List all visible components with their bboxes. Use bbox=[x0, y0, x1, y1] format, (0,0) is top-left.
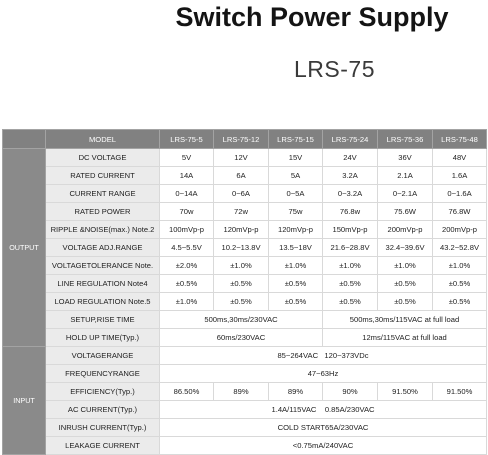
cell-value: 48V bbox=[433, 149, 487, 167]
cell-value: ±1.0% bbox=[269, 257, 323, 275]
page-title bbox=[0, 2, 488, 33]
table-row bbox=[3, 293, 487, 311]
table-row bbox=[3, 275, 487, 293]
cell-value: 0~6A bbox=[214, 185, 269, 203]
cell-value: 0~2.1A bbox=[378, 185, 433, 203]
cell-value: COLD START65A/230VAC bbox=[160, 419, 487, 437]
model-header: LRS-75-48 bbox=[433, 130, 487, 149]
row-label: LEAKAGE CURRENT bbox=[46, 437, 160, 455]
cell-value: 86.50% bbox=[160, 383, 214, 401]
cell-value: ±0.5% bbox=[214, 293, 269, 311]
cell-value: 75w bbox=[269, 203, 323, 221]
row-label: VOLTAGETOLERANCE Note. bbox=[46, 257, 160, 275]
model-header: LRS-75-5 bbox=[160, 130, 214, 149]
cell-value: 500ms,30ms/115VAC at full load bbox=[323, 311, 487, 329]
cell-value: 12V bbox=[214, 149, 269, 167]
cell-value: ±0.5% bbox=[323, 293, 378, 311]
cell-value: 32.4~39.6V bbox=[378, 239, 433, 257]
cell-value bbox=[160, 401, 487, 419]
table-row bbox=[3, 365, 487, 383]
cell-value: 15V bbox=[269, 149, 323, 167]
table-row bbox=[3, 221, 487, 239]
model-header: LRS-75-12 bbox=[214, 130, 269, 149]
table-row bbox=[3, 437, 487, 455]
cell-value: 14A bbox=[160, 167, 214, 185]
cell-value: 43.2~52.8V bbox=[433, 239, 487, 257]
cell-value: 4.5~5.5V bbox=[160, 239, 214, 257]
cell-value: 1.6A bbox=[433, 167, 487, 185]
cell-value: ±1.0% bbox=[433, 257, 487, 275]
row-label: DC VOLTAGE bbox=[46, 149, 160, 167]
cell-value: ±0.5% bbox=[378, 275, 433, 293]
cell-value: 200mVp-p bbox=[378, 221, 433, 239]
model-header: LRS-75-15 bbox=[269, 130, 323, 149]
cell-value: ±2.0% bbox=[160, 257, 214, 275]
table-row bbox=[3, 383, 487, 401]
row-label: RATED POWER bbox=[46, 203, 160, 221]
table-row bbox=[3, 185, 487, 203]
model-label: MODEL bbox=[46, 130, 160, 149]
table-row bbox=[3, 419, 487, 437]
cell-value: ±1.0% bbox=[214, 257, 269, 275]
model-header: LRS-75-36 bbox=[378, 130, 433, 149]
cell-value: <0.75mA/240VAC bbox=[160, 437, 487, 455]
cell-value: 2.1A bbox=[378, 167, 433, 185]
table-row bbox=[3, 329, 487, 347]
cell-value: 120mVp-p bbox=[269, 221, 323, 239]
row-label: RIPPLE &NOISE(max.) Note.2 bbox=[46, 221, 160, 239]
row-label: VOLTAGE ADJ.RANGE bbox=[46, 239, 160, 257]
row-label: EFFICIENCY(Typ.) bbox=[46, 383, 160, 401]
header-blank-cell bbox=[3, 130, 46, 149]
title-text: Switch Power Supply bbox=[175, 2, 449, 32]
cell-value: 0~5A bbox=[269, 185, 323, 203]
input-group-label: INPUT bbox=[3, 347, 46, 455]
row-label: LINE REGULATION Note4 bbox=[46, 275, 160, 293]
output-group-label: OUTPUT bbox=[3, 149, 46, 347]
cell-value: ±0.5% bbox=[214, 275, 269, 293]
cell-value: 150mVp-p bbox=[323, 221, 378, 239]
cell-value: 0~1.6A bbox=[433, 185, 487, 203]
table-header-row bbox=[3, 130, 487, 149]
ac-current-230: 0.85A/230VAC bbox=[324, 405, 375, 414]
cell-value: 12ms/115VAC at full load bbox=[323, 329, 487, 347]
cell-value: 3.2A bbox=[323, 167, 378, 185]
row-label: VOLTAGERANGE bbox=[46, 347, 160, 365]
cell-value: 76.8W bbox=[433, 203, 487, 221]
table-row bbox=[3, 203, 487, 221]
cell-value: 120mVp-p bbox=[214, 221, 269, 239]
table-row bbox=[3, 149, 487, 167]
row-label: RATED CURRENT bbox=[46, 167, 160, 185]
cell-value: 47~63Hz bbox=[160, 365, 487, 383]
cell-value: 89% bbox=[214, 383, 269, 401]
cell-value: 21.6~28.8V bbox=[323, 239, 378, 257]
cell-value: 70w bbox=[160, 203, 214, 221]
cell-value: 72w bbox=[214, 203, 269, 221]
table-row bbox=[3, 311, 487, 329]
spec-table bbox=[2, 129, 487, 455]
cell-value: 91.50% bbox=[433, 383, 487, 401]
cell-value: 0~14A bbox=[160, 185, 214, 203]
cell-value: 500ms,30ms/230VAC bbox=[160, 311, 323, 329]
cell-value: 200mVp-p bbox=[433, 221, 487, 239]
cell-value: 76.8w bbox=[323, 203, 378, 221]
cell-value: 5A bbox=[269, 167, 323, 185]
voltage-range-dc: 120~373VDc bbox=[324, 351, 369, 360]
cell-value: 6A bbox=[214, 167, 269, 185]
cell-value: ±1.0% bbox=[323, 257, 378, 275]
table-row bbox=[3, 167, 487, 185]
cell-value: 89% bbox=[269, 383, 323, 401]
cell-value: 0~3.2A bbox=[323, 185, 378, 203]
model-header: LRS-75-24 bbox=[323, 130, 378, 149]
table-row bbox=[3, 239, 487, 257]
cell-value: 91.50% bbox=[378, 383, 433, 401]
row-label: INRUSH CURRENT(Typ.) bbox=[46, 419, 160, 437]
cell-value: 100mVp-p bbox=[160, 221, 214, 239]
cell-value: 90% bbox=[323, 383, 378, 401]
cell-value: ±1.0% bbox=[160, 293, 214, 311]
cell-value: ±0.5% bbox=[269, 275, 323, 293]
row-label: FREQUENCYRANGE bbox=[46, 365, 160, 383]
cell-value bbox=[160, 347, 487, 365]
table-row bbox=[3, 257, 487, 275]
cell-value: 36V bbox=[378, 149, 433, 167]
cell-value: 75.6W bbox=[378, 203, 433, 221]
cell-value: ±0.5% bbox=[433, 275, 487, 293]
row-label: SETUP,RISE TIME bbox=[46, 311, 160, 329]
cell-value: ±0.5% bbox=[269, 293, 323, 311]
row-label: AC CURRENT(Typ.) bbox=[46, 401, 160, 419]
cell-value: 5V bbox=[160, 149, 214, 167]
cell-value: ±0.5% bbox=[378, 293, 433, 311]
row-label: LOAD REGULATION Note.5 bbox=[46, 293, 160, 311]
row-label: HOLD UP TIME(Typ.) bbox=[46, 329, 160, 347]
cell-value: 10.2~13.8V bbox=[214, 239, 269, 257]
cell-value: 13.5~18V bbox=[269, 239, 323, 257]
table-row bbox=[3, 347, 487, 365]
cell-value: 60ms/230VAC bbox=[160, 329, 323, 347]
row-label: CURRENT RANGE bbox=[46, 185, 160, 203]
table-row bbox=[3, 401, 487, 419]
model-subtitle: LRS-75 bbox=[294, 56, 375, 82]
voltage-range-ac: 85~264VAC bbox=[277, 351, 319, 360]
cell-value: ±1.0% bbox=[378, 257, 433, 275]
cell-value: 24V bbox=[323, 149, 378, 167]
cell-value: ±0.5% bbox=[160, 275, 214, 293]
ac-current-115: 1.4A/115VAC bbox=[271, 405, 317, 414]
cell-value: ±0.5% bbox=[433, 293, 487, 311]
cell-value: ±0.5% bbox=[323, 275, 378, 293]
